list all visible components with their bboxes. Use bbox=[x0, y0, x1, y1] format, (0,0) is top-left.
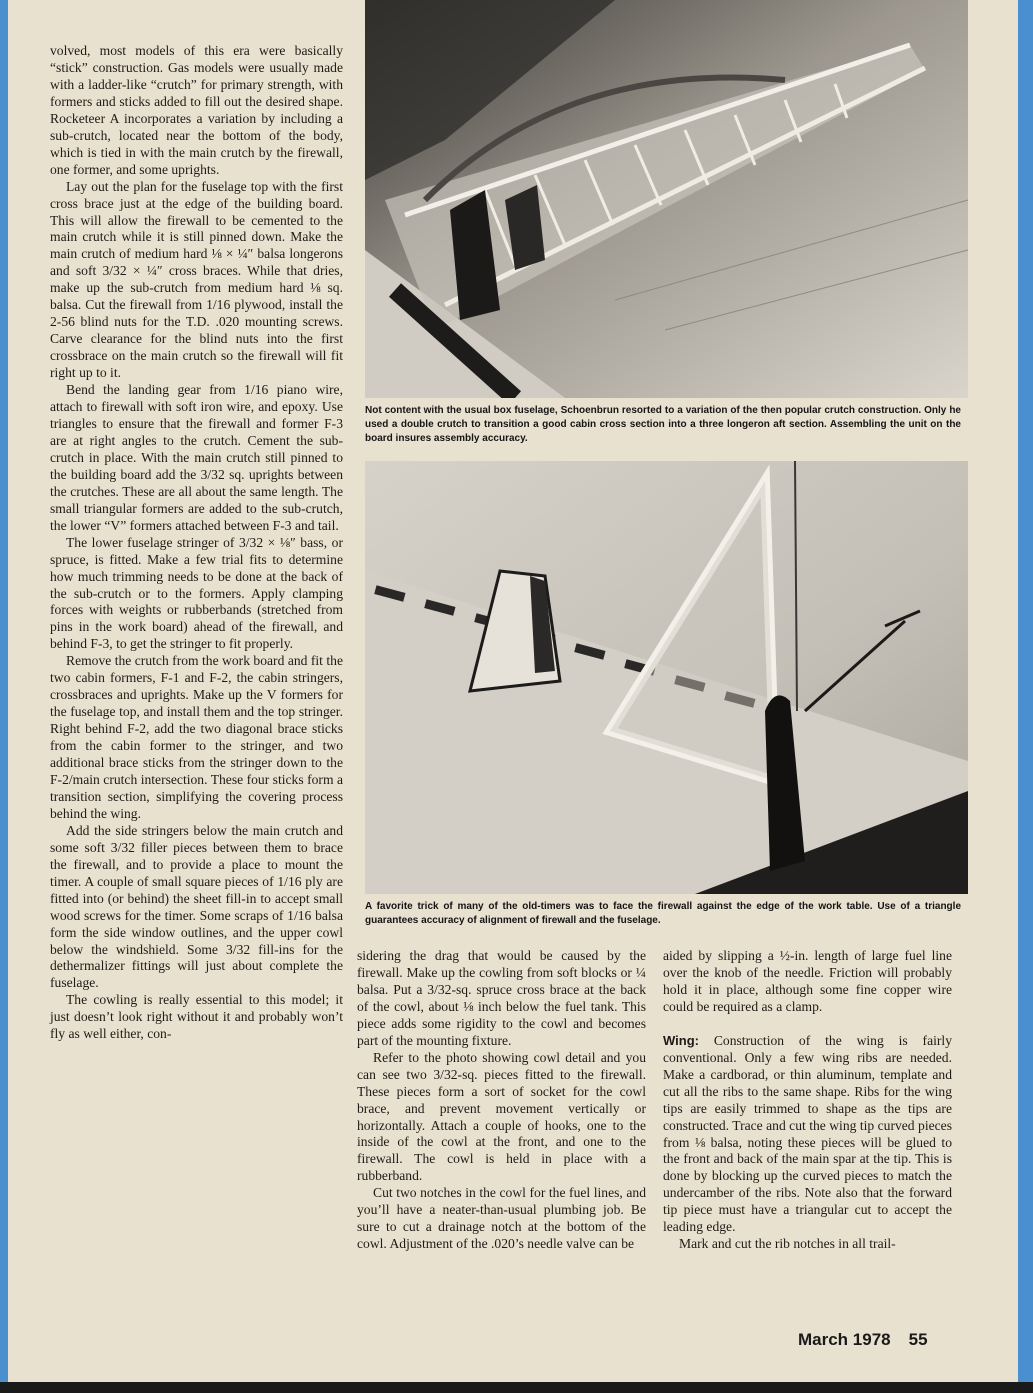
paragraph: The lower fuselage stringer of 3/32 × ⅛″ bass, or spruce, is fitted. Make a few trial fits to determine how much trimming needs to be done at the back of the sub-crutch or to the formers. Apply clamping forces with weights or rubberbands (stretched from pins in the work board) ahead of the firewall, and behind F-3, to get the stringer to fit properly. bbox=[50, 534, 343, 652]
text-column-1 bbox=[50, 43, 343, 1043]
page-number: 55 bbox=[908, 1330, 928, 1349]
scan-edge bbox=[0, 1382, 1033, 1393]
photo-fuselage-crutch bbox=[365, 0, 968, 398]
photo-caption-2: A favorite trick of many of the old-timers was to face the firewall against the edge of the work table. Use of a triangle guarantees accuracy of alignment of firewall and the fuselage. bbox=[365, 901, 961, 926]
section-heading-wing: Wing: bbox=[663, 1032, 699, 1048]
wing-section-paragraph bbox=[663, 1033, 952, 1236]
paragraph: Refer to the photo showing cowl detail and you can see two 3/32-sq. pieces fitted to the firewall. These pieces form a sort of socket for the cowl brace, and prevent movement vertically or horizontally. Attach a couple of hooks, one to the inside of the cowl at the front, and one to the firewall. The cowl is held in place with a rubberband. bbox=[357, 1049, 646, 1184]
paragraph: aided by slipping a ½-in. length of large fuel line over the knob of the needle. Friction will probably hold it in place, although some fine copper wire could be required as a clamp. bbox=[663, 948, 952, 1014]
paragraph: Bend the landing gear from 1/16 piano wire, attach to firewall with soft iron wire, and epoxy. Use triangles to ensure that the firewall and former F-3 are at right angles to the crutch. Cement the sub-crutch in place. With the main crutch still pinned to the building board add the 3/32 sq. uprights between the crutches. These are all about the same length. The small triangular formers are added to the sub-crutch, the lower “V” formers attached between F-3 and tail. bbox=[50, 382, 343, 533]
fuselage-crutch-illustration bbox=[365, 0, 968, 398]
paragraph: Mark and cut the rib notches in all trail- bbox=[679, 1236, 896, 1252]
paragraph: Cut two notches in the cowl for the fuel lines, and you’ll have a neater-than-usual plumbing job. Be sure to cut a drainage notch at the bottom of the cowl. Adjustment of the .020’s needle valve can be bbox=[357, 1185, 646, 1252]
paragraph: Lay out the plan for the fuselage top with the first cross brace just at the edge of the building board. This will allow the firewall to be cemented to the main crutch while it is still pinned down. Make the main crutch of medium hard ⅛ × ¼″ balsa longerons and soft 3/32 × ¼″ cross braces. While that dries, make up the sub-crutch from medium hard ⅛ sq. balsa. Cut the firewall from 1/16 plywood, install the 2-56 blind nuts for the T.D. .020 mounting screws. Carve clearance for the blind nuts into the first crossbrace on the main crutch so the firewall will fit right up to it. bbox=[50, 178, 343, 381]
text-column-3 bbox=[663, 948, 952, 1253]
paragraph-body: Construction of the wing is fairly conventional. Only a few wing ribs are needed. Make a cardborad, or thin aluminum, template and cut all the ribs to the same shape. Ribs for the wing tips are easily trimmed to shape as the tips are constructed. Trace and cut the wing tip curved pieces from ⅛ balsa, noting these pieces will be glued to the front and back of the main spar at the tip. This is done by blocking up the curved pieces to match the undercamber of the ribs. Note also that the forward tip piece must have a triangular cut to accept the leading edge. bbox=[663, 1032, 952, 1235]
text-column-2 bbox=[357, 948, 646, 1253]
paragraph: Remove the crutch from the work board and fit the two cabin formers, F-1 and F-2, the cabin stringers, crossbraces and uprights. Make up the V formers for the fuselage top, and install them and the top stringer. Right behind F-2, add the two diagonal brace sticks from the cabin former to the stringer, and two additional brace sticks from the stringer down to the F-2/main crutch intersection. These four sticks form a transition section, simplifying the covering process behind the wing. bbox=[50, 653, 343, 821]
paragraph: Add the side stringers below the main crutch and some soft 3/32 filler pieces between them to brace the firewall, and to provide a place to mount the timer. A couple of small square pieces of 1/16 ply are fitted into (or behind) the sheet fill-in to accept small wood screws for the timer. Some scraps of 1/16 balsa form the side window outlines, and the upper cowl below the windshield. Some 3/32 fill-ins for the dethermalizer fittings will just about complete the fuselage. bbox=[50, 822, 343, 991]
page-footer bbox=[798, 1330, 928, 1350]
paragraph: volved, most models of this era were basically “stick” construction. Gas models were usually made with a ladder-like “crutch” for primary strength, with formers and sticks added to fill out the desired shape. Rocketeer A incorporates a variation by including a sub-crutch, located near the bottom of the body, which is tied in with the main crutch by the firewall, one former, and some uprights. bbox=[50, 43, 343, 177]
paragraph: sidering the drag that would be caused by the firewall. Make up the cowling from soft blocks or ¼ balsa. Put a 3/32-sq. spruce cross brace at the back of the cowl, about ⅛ inch below the fuel tank. This piece adds some rigidity to the cowl and becomes part of the mounting fixture. bbox=[357, 948, 646, 1048]
firewall-triangle-illustration bbox=[365, 461, 968, 894]
paragraph: The cowling is really essential to this model; it just doesn’t look right without it and probably won’t fly as well either, con- bbox=[50, 992, 343, 1042]
photo-caption-1: Not content with the usual box fuselage, Schoenbrun resorted to a variation of the then popular crutch construction. Only he used a double crutch to transition a good cabin cross section into a three longeron aft section. Assembling the unit on the board insures assembly accuracy. bbox=[365, 405, 961, 444]
issue-date: March 1978 bbox=[798, 1330, 891, 1349]
photo-firewall-triangle bbox=[365, 461, 968, 894]
